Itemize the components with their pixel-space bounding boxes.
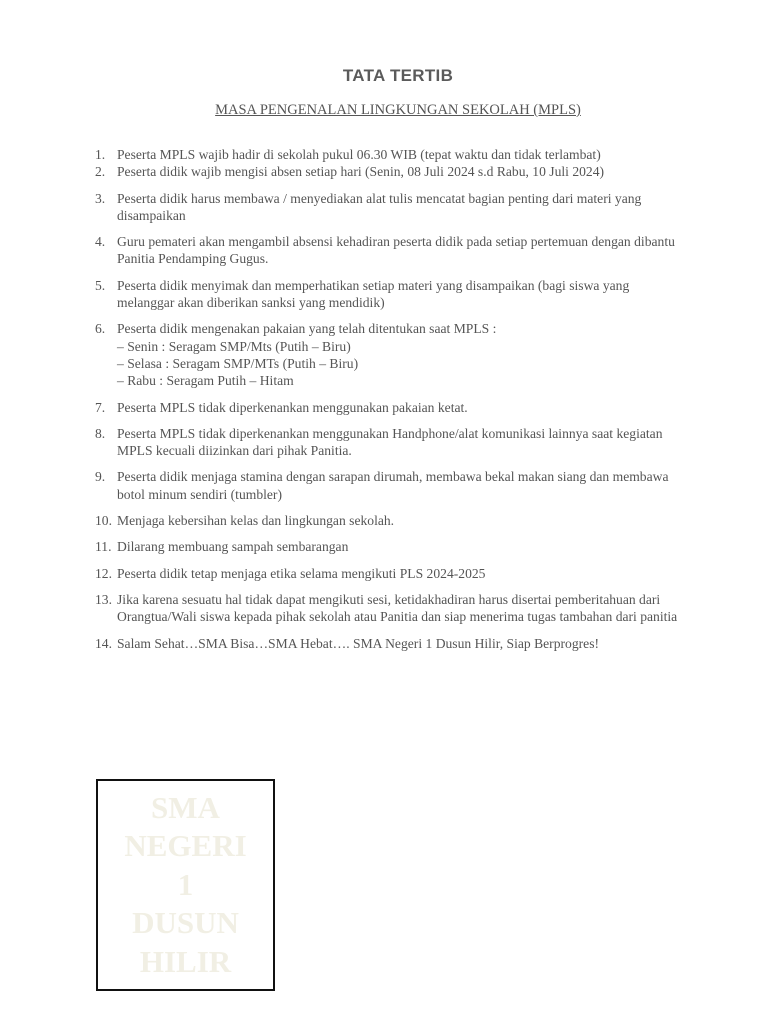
rule-item	[95, 233, 685, 268]
rule-number: 3.	[95, 190, 106, 206]
rule-text: Peserta didik mengenakan pakaian yang telah ditentukan saat MPLS :	[117, 321, 497, 337]
rule-number: 1.	[95, 147, 106, 162]
stamp-line: 1	[177, 866, 194, 902]
rule-text: Peserta didik wajib mengisi absen setiap hari (Senin, 08 Juli 2024 s.d Rabu, 10 Juli 2024)	[117, 164, 605, 180]
rule-text: Peserta didik tetap menjaga etika selama mengikuti PLS 2024-2025	[117, 565, 486, 581]
rule-number: 4.	[95, 234, 106, 250]
rule-number: 12.	[95, 565, 112, 581]
rule-item	[95, 163, 685, 180]
rule-item	[95, 635, 685, 652]
rule-number: 13.	[95, 591, 112, 607]
rules-list	[95, 146, 685, 661]
rule-item	[95, 468, 685, 503]
rule-item	[95, 538, 685, 555]
rule-item	[95, 512, 685, 529]
rule-subitem: – Selasa : Seragam SMP/MTs (Putih – Biru)	[117, 355, 359, 371]
rule-text: Dilarang membuang sampah sembarangan	[117, 539, 349, 555]
school-stamp	[96, 779, 275, 991]
rule-text: Peserta didik harus membawa / menyediakan alat tulis mencatat bagian penting dari materi yang disampaikan	[117, 190, 642, 223]
rule-text: Guru pemateri akan mengambil absensi kehadiran peserta didik pada setiap pertemuan dengan dibantu Panitia Pendamping Gugus.	[117, 234, 675, 267]
rule-subitem: – Rabu : Seragam Putih – Hitam	[117, 373, 294, 389]
rule-item	[95, 190, 685, 225]
rule-number: 10.	[95, 513, 112, 529]
document-subtitle: MASA PENGENALAN LINGKUNGAN SEKOLAH (MPLS)	[215, 102, 581, 118]
stamp-line: SMA	[151, 789, 220, 825]
rule-number: 8.	[95, 425, 106, 441]
rule-text: Peserta didik menjaga stamina dengan sarapan dirumah, membawa bekal makan siang dan membawa botol minum sendiri (tumbler)	[117, 469, 669, 502]
rule-number: 6.	[95, 321, 106, 337]
rule-item	[95, 399, 685, 416]
rule-item	[95, 565, 685, 582]
rule-item	[95, 591, 685, 626]
stamp-line: HILIR	[139, 943, 232, 979]
rule-subitem: – Senin : Seragam SMP/Mts (Putih – Biru)	[117, 338, 351, 354]
document-title: TATA TERTIB	[342, 66, 454, 85]
rule-number: 7.	[95, 399, 106, 415]
rule-number: 2.	[95, 164, 106, 180]
stamp-line: NEGERI	[124, 828, 247, 864]
rule-text: Peserta MPLS tidak diperkenankan menggunakan Handphone/alat komunikasi lainnya saat kegiatan MPLS kecuali diizinkan dari pihak Panitia.	[117, 425, 663, 459]
rule-item	[95, 277, 685, 312]
rule-number: 11.	[95, 539, 112, 555]
rule-number: 14.	[95, 635, 112, 651]
rule-text: Salam Sehat…SMA Bisa…SMA Hebat…. SMA Negeri 1 Dusun Hilir, Siap Berprogres!	[117, 635, 600, 651]
rule-text: Peserta MPLS tidak diperkenankan menggunakan pakaian ketat.	[117, 399, 468, 415]
stamp-line: DUSUN	[132, 905, 239, 941]
rule-item	[95, 146, 685, 163]
rule-text: Peserta didik menyimak dan memperhatikan setiap materi yang disampaikan (bagi siswa yang melanggar akan diberikan sanksi yang mendidik)	[117, 277, 630, 311]
rule-item	[95, 320, 685, 389]
rule-number: 9.	[95, 469, 106, 485]
rule-text: Menjaga kebersihan kelas dan lingkungan sekolah.	[117, 513, 395, 529]
rule-item	[95, 425, 685, 460]
rule-text: Jika karena sesuatu hal tidak dapat mengikuti sesi, ketidakhadiran harus disertai pemberitahuan dari Orangtua/Wali siswa kepada pihak sekolah atau Panitia dan siap menerima tugas tambahan dari panitia	[117, 591, 678, 625]
rule-number: 5.	[95, 277, 106, 293]
rule-text: Peserta MPLS wajib hadir di sekolah pukul 06.30 WIB (tepat waktu dan tidak terlambat)	[117, 147, 601, 162]
